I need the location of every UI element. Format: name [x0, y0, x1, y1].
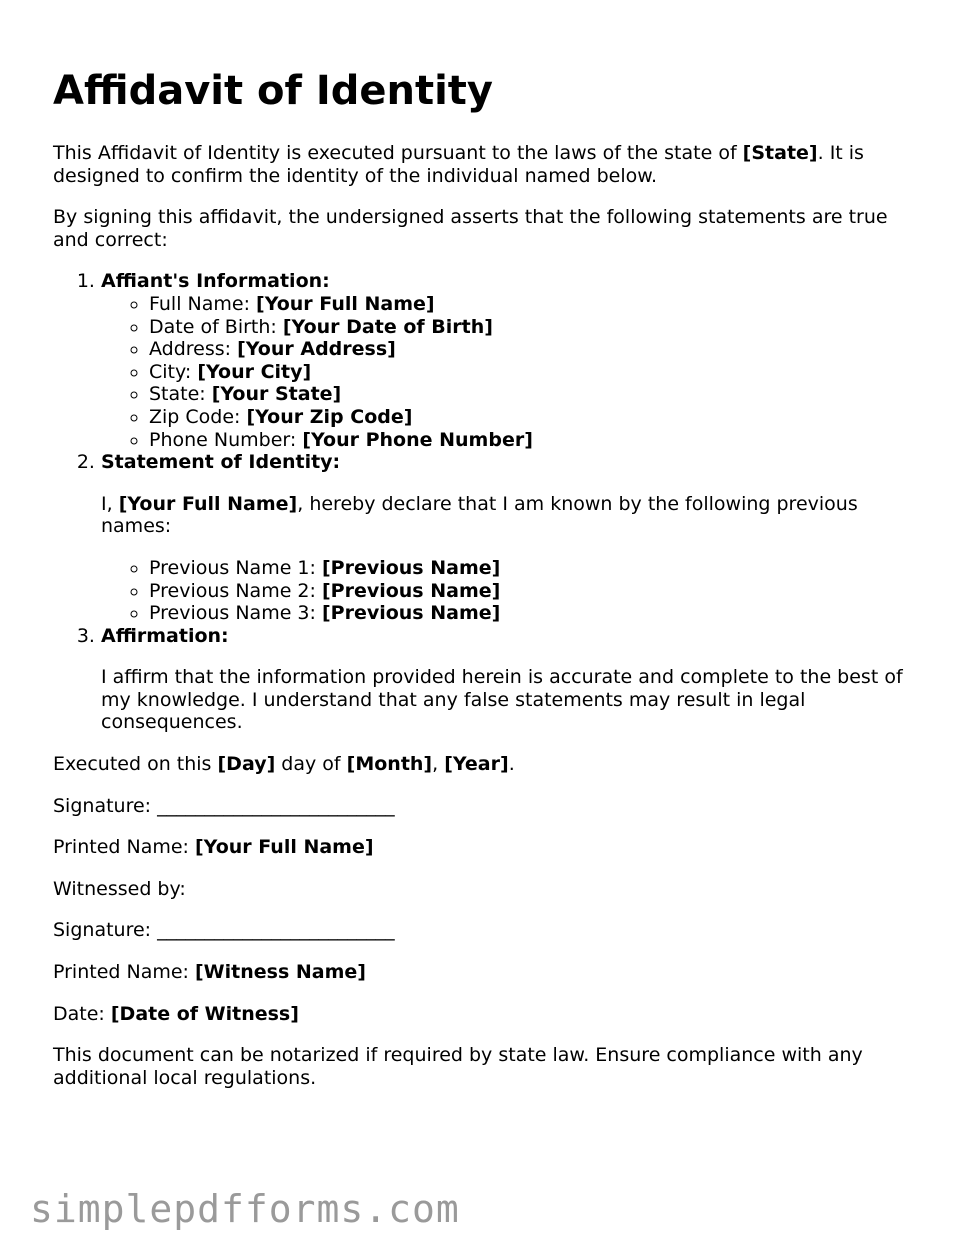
identity-text-start: I, — [101, 492, 119, 515]
field-label: City: — [149, 360, 198, 383]
day-placeholder: [Day] — [217, 753, 276, 776]
field-value: [Previous Name] — [321, 556, 501, 579]
field-label: State: — [149, 383, 212, 406]
affiant-section — [101, 270, 923, 451]
list-item — [149, 557, 923, 580]
statements-list — [53, 270, 923, 734]
month-placeholder: [Month] — [346, 753, 433, 776]
intro-paragraph — [53, 142, 923, 187]
affidavit-document — [53, 66, 923, 1108]
field-value: [Your State] — [211, 383, 342, 406]
witness-signature-label: Signature: — [53, 919, 158, 942]
executed-line — [53, 753, 923, 776]
identity-heading: Statement of Identity: — [101, 451, 341, 474]
field-label: Previous Name 1: — [149, 556, 322, 579]
witness-signature-line — [53, 919, 923, 942]
printed-name-line — [53, 836, 923, 859]
signature-blank: _________________________ — [157, 794, 395, 817]
printed-name-label: Printed Name: — [53, 836, 195, 859]
intro-text-1: This Affidavit of Identity is executed pursuant to the laws of the state of — [53, 142, 743, 164]
affiant-info-list — [101, 293, 923, 451]
identity-section — [101, 451, 923, 625]
printed-name-value: [Your Full Name] — [195, 836, 374, 859]
identity-name-placeholder: [Your Full Name] — [118, 492, 298, 515]
list-item — [149, 293, 923, 316]
watermark: simplepdfforms.com — [30, 1187, 460, 1231]
field-value: [Your Date of Birth] — [282, 315, 493, 338]
field-value: [Previous Name] — [321, 602, 501, 625]
field-label: Previous Name 3: — [149, 602, 322, 625]
witnessed-by-label: Witnessed by: — [53, 877, 186, 900]
witness-date-label: Date: — [53, 1002, 111, 1025]
witness-signature-blank: _________________________ — [157, 919, 395, 942]
field-value: [Your Full Name] — [256, 292, 435, 315]
field-label: Date of Birth: — [149, 315, 283, 338]
list-item — [149, 361, 923, 384]
identity-text-end: , hereby declare that I am known by the following previous names: — [101, 492, 858, 538]
assertion-paragraph: By signing this affidavit, the undersigned asserts that the following statements are true and correct: — [53, 206, 888, 251]
field-value: [Previous Name] — [321, 579, 501, 602]
witness-printed-name-line — [53, 961, 923, 984]
year-placeholder: [Year] — [444, 753, 509, 776]
executed-suffix: . — [508, 753, 515, 776]
field-value: [Your Zip Code] — [246, 405, 413, 428]
witness-date-line — [53, 1003, 923, 1026]
list-item — [149, 580, 923, 603]
list-item — [149, 406, 923, 429]
field-label: Previous Name 2: — [149, 579, 322, 602]
field-value: [Your City] — [197, 360, 312, 383]
signature-line — [53, 795, 923, 818]
previous-names-list — [101, 557, 923, 625]
state-placeholder: [State] — [742, 142, 818, 164]
list-item — [149, 383, 923, 406]
field-label: Full Name: — [149, 292, 257, 315]
affiant-heading: Affiant's Information: — [101, 270, 330, 293]
field-label: Address: — [149, 338, 238, 361]
witness-printed-name-label: Printed Name: — [53, 961, 195, 984]
field-label: Zip Code: — [149, 405, 247, 428]
field-label: Phone Number: — [149, 428, 303, 451]
executed-mid-1: day of — [275, 753, 347, 776]
affirmation-section — [101, 625, 923, 734]
affirmation-heading: Affirmation: — [101, 624, 229, 647]
identity-statement — [101, 493, 923, 538]
executed-mid-2: , — [432, 753, 445, 776]
footer-note: This document can be notarized if required by state law. Ensure compliance with any additional local regulations. — [53, 1044, 863, 1089]
field-value: [Your Address] — [237, 338, 396, 361]
field-value: [Your Phone Number] — [302, 428, 533, 451]
document-title: Affidavit of Identity — [53, 68, 493, 114]
affirmation-text: I affirm that the information provided herein is accurate and complete to the best of my knowledge. I understand that any false statements may result in legal consequences. — [101, 666, 903, 734]
list-item — [149, 316, 923, 339]
list-item — [149, 429, 923, 452]
list-item — [149, 602, 923, 625]
list-item — [149, 338, 923, 361]
executed-prefix: Executed on this — [53, 753, 218, 776]
intro-text-2: . It is designed to confirm the identity of the individual named below. — [53, 142, 864, 187]
witness-printed-name-value: [Witness Name] — [195, 961, 366, 984]
signature-label: Signature: — [53, 794, 158, 817]
witness-date-value: [Date of Witness] — [110, 1002, 299, 1025]
